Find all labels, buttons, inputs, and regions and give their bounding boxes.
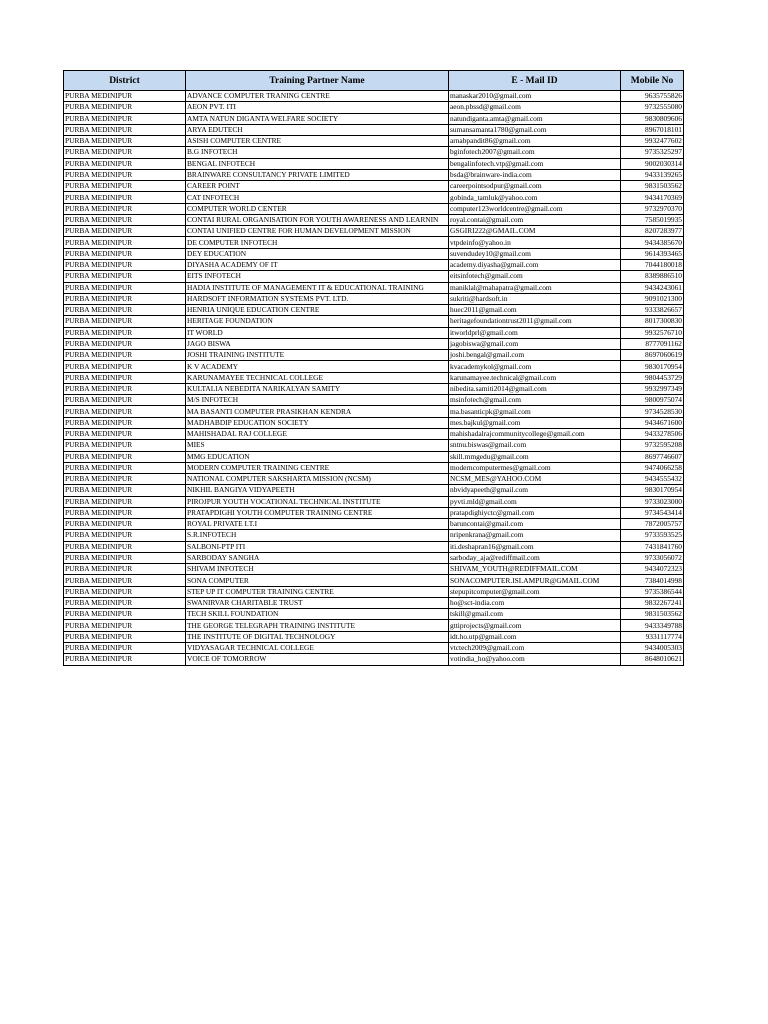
district-cell: PURBA MEDINIPUR [64, 237, 186, 248]
mobile-cell: 8697060619 [621, 350, 684, 361]
mobile-cell: 9830809606 [621, 113, 684, 124]
district-cell: PURBA MEDINIPUR [64, 631, 186, 642]
district-cell: PURBA MEDINIPUR [64, 428, 186, 439]
email-cell: idt.ho.utp@gmail.com [449, 631, 621, 642]
mobile-cell: 9830170954 [621, 361, 684, 372]
table-row [64, 259, 684, 270]
email-cell: NCSM_MES@YAHOO.COM [449, 474, 621, 485]
training-partner-cell: COMPUTER WORLD CENTER [186, 203, 449, 214]
table-row [64, 372, 684, 383]
mobile-cell: 7431841760 [621, 541, 684, 552]
table-row [64, 158, 684, 169]
mobile-cell: 7384014998 [621, 575, 684, 586]
district-cell: PURBA MEDINIPUR [64, 203, 186, 214]
mobile-cell: 9433278506 [621, 428, 684, 439]
table-row [64, 620, 684, 631]
mobile-cell: 9733593525 [621, 530, 684, 541]
training-partner-cell: MA BASANTI COMPUTER PRASIKHAN KENDRA [186, 406, 449, 417]
district-cell: PURBA MEDINIPUR [64, 586, 186, 597]
email-cell: nibedita.samiti2014@gmail.com [449, 383, 621, 394]
training-partner-cell: AMTA NATUN DIGANTA WELFARE SOCIETY [186, 113, 449, 124]
training-partner-cell: AEON PVT. ITI [186, 102, 449, 113]
district-cell: PURBA MEDINIPUR [64, 530, 186, 541]
training-partner-cell: JAGO BISWA [186, 338, 449, 349]
training-partner-cell: CONTAI RURAL ORGANISATION FOR YOUTH AWARENESS AND LEARNIN [186, 214, 449, 225]
table-row [64, 338, 684, 349]
email-cell: nbvidyapeeth@gmail.com [449, 485, 621, 496]
district-cell: PURBA MEDINIPUR [64, 654, 186, 665]
table-row [64, 350, 684, 361]
district-cell: PURBA MEDINIPUR [64, 643, 186, 654]
training-partner-cell: THE GEORGE TELEGRAPH TRAINING INSTITUTE [186, 620, 449, 631]
email-cell: royal.contai@gmail.com [449, 214, 621, 225]
table-row [64, 654, 684, 665]
district-cell: PURBA MEDINIPUR [64, 282, 186, 293]
training-partner-cell: EITS INFOTECH [186, 271, 449, 282]
table-row [64, 271, 684, 282]
district-cell: PURBA MEDINIPUR [64, 181, 186, 192]
training-partner-cell: CAREER POINT [186, 181, 449, 192]
mobile-cell: 8697746607 [621, 451, 684, 462]
training-partner-cell: DEY EDUCATION [186, 248, 449, 259]
training-partner-cell: SHIVAM INFOTECH [186, 564, 449, 575]
email-cell: maniklal@mahapatra@gmail.com [449, 282, 621, 293]
district-cell: PURBA MEDINIPUR [64, 519, 186, 530]
table-row [64, 214, 684, 225]
district-cell: PURBA MEDINIPUR [64, 406, 186, 417]
training-partner-cell: ADVANCE COMPUTER TRANING CENTRE [186, 91, 449, 102]
district-cell: PURBA MEDINIPUR [64, 507, 186, 518]
mobile-cell: 9932576710 [621, 327, 684, 338]
email-cell: bsda@brainware-india.com [449, 169, 621, 180]
table-row [64, 552, 684, 563]
district-cell: PURBA MEDINIPUR [64, 158, 186, 169]
district-cell: PURBA MEDINIPUR [64, 248, 186, 259]
district-cell: PURBA MEDINIPUR [64, 271, 186, 282]
training-partner-cell: JOSHI TRAINING INSTITUTE [186, 350, 449, 361]
district-cell: PURBA MEDINIPUR [64, 192, 186, 203]
mobile-cell: 8777091162 [621, 338, 684, 349]
district-cell: PURBA MEDINIPUR [64, 451, 186, 462]
email-cell: itworldprl@gmail.com [449, 327, 621, 338]
email-cell: manaskar2010@gmail.com [449, 91, 621, 102]
email-cell: kvacademykol@gmail.com [449, 361, 621, 372]
training-partner-cell: HERITAGE FOUNDATION [186, 316, 449, 327]
header-row [64, 71, 684, 91]
email-cell: academy.diyasha@gmail.com [449, 259, 621, 270]
mobile-cell: 9614393465 [621, 248, 684, 259]
mobile-cell: 8648010621 [621, 654, 684, 665]
training-partner-cell: ARYA EDUTECH [186, 124, 449, 135]
district-cell: PURBA MEDINIPUR [64, 597, 186, 608]
email-cell: aeon.pbssd@gmail.com [449, 102, 621, 113]
email-cell: votindia_ho@yahoo.com [449, 654, 621, 665]
training-partner-cell: IT WORLD [186, 327, 449, 338]
training-partner-cell: VIDYASAGAR TECHNICAL COLLEGE [186, 643, 449, 654]
training-partner-cell: SWANIRVAR CHARITABLE TRUST [186, 597, 449, 608]
table-row [64, 237, 684, 248]
district-cell: PURBA MEDINIPUR [64, 147, 186, 158]
table-row [64, 474, 684, 485]
email-cell: skill.mmgedu@gmail.com [449, 451, 621, 462]
mobile-cell: 7872005757 [621, 519, 684, 530]
email-cell: GSGIRI222@GMAIL.COM [449, 226, 621, 237]
mobile-cell: 9732595208 [621, 440, 684, 451]
email-cell: moderncomputermes@gmail.com [449, 462, 621, 473]
mobile-cell: 9635755826 [621, 91, 684, 102]
training-partner-cell: THE INSTITUTE OF DIGITAL TECHNOLOGY [186, 631, 449, 642]
email-cell: huec2011@gmail.com [449, 305, 621, 316]
email-cell: heritagefoundationtrust2011@gmail.com [449, 316, 621, 327]
email-cell: gttiprojects@gmail.com [449, 620, 621, 631]
training-partner-cell: ROYAL PRIVATE I.T.I [186, 519, 449, 530]
training-partner-table [63, 70, 684, 666]
training-partner-cell: M/S INFOTECH [186, 395, 449, 406]
training-partner-cell: BENGAL INFOTECH [186, 158, 449, 169]
table-row [64, 564, 684, 575]
table-row [64, 361, 684, 372]
training-partner-cell: DIYASHA ACADEMY OF IT [186, 259, 449, 270]
email-cell: sumansamanta1780@gmail.com [449, 124, 621, 135]
mobile-cell: 9434555432 [621, 474, 684, 485]
table-row [64, 136, 684, 147]
mobile-cell: 9434170369 [621, 192, 684, 203]
training-partner-cell: MIES [186, 440, 449, 451]
table-row [64, 282, 684, 293]
table-row [64, 192, 684, 203]
training-partner-cell: VOICE OF TOMORROW [186, 654, 449, 665]
mobile-cell: 9434072323 [621, 564, 684, 575]
training-partner-cell: NIKHIL BANGIYA VIDYAPEETH [186, 485, 449, 496]
header-training-partner-name: Training Partner Name [186, 71, 449, 91]
mobile-cell: 9804453729 [621, 372, 684, 383]
district-cell: PURBA MEDINIPUR [64, 564, 186, 575]
training-partner-cell: HARDSOFT INFORMATION SYSTEMS PVT. LTD. [186, 293, 449, 304]
training-partner-cell: BRAINWARE CONSULTANCY PRIVATE LIMITED [186, 169, 449, 180]
training-partner-cell: SONA COMPUTER [186, 575, 449, 586]
district-cell: PURBA MEDINIPUR [64, 102, 186, 113]
email-cell: vtpdeinfo@yahoo.in [449, 237, 621, 248]
table-row [64, 462, 684, 473]
mobile-cell: 8389886510 [621, 271, 684, 282]
email-cell: arnabpandit86@gmail.com [449, 136, 621, 147]
table-row [64, 91, 684, 102]
email-cell: ma.basanticpk@gmail.com [449, 406, 621, 417]
table-row [64, 147, 684, 158]
district-cell: PURBA MEDINIPUR [64, 620, 186, 631]
email-cell: nripenkrana@gmail.com [449, 530, 621, 541]
table-row [64, 440, 684, 451]
email-cell: bginfotech2007@gmail.com [449, 147, 621, 158]
email-cell: bengalinfotech.vtp@gmail.com [449, 158, 621, 169]
training-partner-cell: MAHISHADAL RAJ COLLEGE [186, 428, 449, 439]
table-row [64, 519, 684, 530]
table-row [64, 327, 684, 338]
table-row [64, 417, 684, 428]
district-cell: PURBA MEDINIPUR [64, 552, 186, 563]
mobile-cell: 8967018101 [621, 124, 684, 135]
district-cell: PURBA MEDINIPUR [64, 383, 186, 394]
header-email-id: E - Mail ID [449, 71, 621, 91]
email-cell: SONACOMPUTER.ISLAMPUR@GMAIL.COM [449, 575, 621, 586]
district-cell: PURBA MEDINIPUR [64, 91, 186, 102]
email-cell: sukriti@hardsoft.in [449, 293, 621, 304]
email-cell: stepupitcomputer@gmail.com [449, 586, 621, 597]
training-partner-cell: KARUNAMAYEE TECHNICAL COLLEGE [186, 372, 449, 383]
email-cell: vtctech2009@gmail.com [449, 643, 621, 654]
district-cell: PURBA MEDINIPUR [64, 485, 186, 496]
email-cell: tskill@gmail.com [449, 609, 621, 620]
table-row [64, 248, 684, 259]
email-cell: gobinda_tamluk@yahoo.com [449, 192, 621, 203]
table-row [64, 530, 684, 541]
training-partner-cell: MMG EDUCATION [186, 451, 449, 462]
district-cell: PURBA MEDINIPUR [64, 136, 186, 147]
district-cell: PURBA MEDINIPUR [64, 350, 186, 361]
training-partner-cell: TECH SKILL FOUNDATION [186, 609, 449, 620]
mobile-cell: 9433349788 [621, 620, 684, 631]
email-cell: iti.deshapran16@gmail.com [449, 541, 621, 552]
mobile-cell: 9434243061 [621, 282, 684, 293]
mobile-cell: 9733056072 [621, 552, 684, 563]
mobile-cell: 9331117774 [621, 631, 684, 642]
email-cell: karunamayee.technical@gmail.com [449, 372, 621, 383]
training-partner-cell: CONTAI UNIFIED CENTRE FOR HUMAN DEVELOPMENT MISSION [186, 226, 449, 237]
email-cell: joshi.bengal@gmail.com [449, 350, 621, 361]
mobile-cell: 8207283977 [621, 226, 684, 237]
training-partner-cell: ASISH COMPUTER CENTRE [186, 136, 449, 147]
training-partner-cell: MODERN COMPUTER TRAINING CENTRE [186, 462, 449, 473]
table-row [64, 609, 684, 620]
table-row [64, 451, 684, 462]
mobile-cell: 9433139265 [621, 169, 684, 180]
training-partner-cell: CAT INFOTECH [186, 192, 449, 203]
mobile-cell: 9732555080 [621, 102, 684, 113]
email-cell: eitsinfotech@gmail.com [449, 271, 621, 282]
table-row [64, 541, 684, 552]
training-partner-cell: KULTALIA NEBEDITA NARIKALYAN SAMITY [186, 383, 449, 394]
table-row [64, 575, 684, 586]
training-partner-cell: HADIA INSTITUTE OF MANAGEMENT IT & EDUCATIONAL TRAINING [186, 282, 449, 293]
training-partner-cell: SALBONI-PTP ITI [186, 541, 449, 552]
district-cell: PURBA MEDINIPUR [64, 541, 186, 552]
table-row [64, 507, 684, 518]
training-partner-cell: HENRIA UNIQUE EDUCATION CENTRE [186, 305, 449, 316]
mobile-cell: 9830170954 [621, 485, 684, 496]
email-cell: computer123worldcentre@gmail.com [449, 203, 621, 214]
email-cell: mahishadalrajcommunitycollege@gmail.com [449, 428, 621, 439]
mobile-cell: 9734543414 [621, 507, 684, 518]
district-cell: PURBA MEDINIPUR [64, 305, 186, 316]
district-cell: PURBA MEDINIPUR [64, 124, 186, 135]
training-partner-cell: DE COMPUTER INFOTECH [186, 237, 449, 248]
mobile-cell: 9732970370 [621, 203, 684, 214]
mobile-cell: 9735325297 [621, 147, 684, 158]
district-cell: PURBA MEDINIPUR [64, 169, 186, 180]
email-cell: jagobiswa@gmail.com [449, 338, 621, 349]
email-cell: sntnu.biswas@gmail.com [449, 440, 621, 451]
mobile-cell: 7044180018 [621, 259, 684, 270]
table-row [64, 203, 684, 214]
email-cell: ho@sct-india.com [449, 597, 621, 608]
mobile-cell: 8017300830 [621, 316, 684, 327]
table-row [64, 383, 684, 394]
email-cell: suvendudey10@gmail.com [449, 248, 621, 259]
district-cell: PURBA MEDINIPUR [64, 327, 186, 338]
mobile-cell: 9434005303 [621, 643, 684, 654]
training-partner-cell: PRATAPDIGHI YOUTH COMPUTER TRAINING CENTRE [186, 507, 449, 518]
mobile-cell: 9831503562 [621, 181, 684, 192]
email-cell: natundiganta.amta@gmail.com [449, 113, 621, 124]
training-partner-cell: S.R.INFOTECH [186, 530, 449, 541]
district-cell: PURBA MEDINIPUR [64, 440, 186, 451]
table-row [64, 643, 684, 654]
district-cell: PURBA MEDINIPUR [64, 462, 186, 473]
mobile-cell: 9735386544 [621, 586, 684, 597]
table-row [64, 124, 684, 135]
mobile-cell: 9831503562 [621, 609, 684, 620]
training-partner-cell: PIROJPUR YOUTH VOCATIONAL TECHNICAL INSTITUTE [186, 496, 449, 507]
email-cell: sarboday_aja@rediffmail.com [449, 552, 621, 563]
table-row [64, 496, 684, 507]
email-cell: baruncontai@gmail.com [449, 519, 621, 530]
email-cell: pratapdighiyctc@gmail.com [449, 507, 621, 518]
table-row [64, 631, 684, 642]
mobile-cell: 9932477602 [621, 136, 684, 147]
district-cell: PURBA MEDINIPUR [64, 496, 186, 507]
district-cell: PURBA MEDINIPUR [64, 417, 186, 428]
table-row [64, 597, 684, 608]
district-cell: PURBA MEDINIPUR [64, 113, 186, 124]
table-row [64, 406, 684, 417]
table-row [64, 428, 684, 439]
district-cell: PURBA MEDINIPUR [64, 316, 186, 327]
mobile-cell: 9434385670 [621, 237, 684, 248]
mobile-cell: 9474066258 [621, 462, 684, 473]
mobile-cell: 9002030314 [621, 158, 684, 169]
district-cell: PURBA MEDINIPUR [64, 293, 186, 304]
mobile-cell: 9333826657 [621, 305, 684, 316]
email-cell: pyvti.mld@gmail.com [449, 496, 621, 507]
mobile-cell: 9734528530 [621, 406, 684, 417]
table-row [64, 226, 684, 237]
district-cell: PURBA MEDINIPUR [64, 361, 186, 372]
training-partner-cell: SARBODAY SANGHA [186, 552, 449, 563]
email-cell: mes.bajkul@gmail.com [449, 417, 621, 428]
district-cell: PURBA MEDINIPUR [64, 395, 186, 406]
mobile-cell: 9091021300 [621, 293, 684, 304]
mobile-cell: 7585019935 [621, 214, 684, 225]
email-cell: SHIVAM_YOUTH@REDIFFMAIL.COM [449, 564, 621, 575]
training-partner-cell: K V ACADEMY [186, 361, 449, 372]
email-cell: careerpointsodpur@gmail.com [449, 181, 621, 192]
district-cell: PURBA MEDINIPUR [64, 214, 186, 225]
district-cell: PURBA MEDINIPUR [64, 575, 186, 586]
header-district: District [64, 71, 186, 91]
district-cell: PURBA MEDINIPUR [64, 372, 186, 383]
table-row [64, 395, 684, 406]
training-partner-cell: STEP UP IT COMPUTER TRAINING CENTRE [186, 586, 449, 597]
district-cell: PURBA MEDINIPUR [64, 609, 186, 620]
training-partner-cell: B.G INFOTECH [186, 147, 449, 158]
table-row [64, 169, 684, 180]
district-cell: PURBA MEDINIPUR [64, 226, 186, 237]
district-cell: PURBA MEDINIPUR [64, 474, 186, 485]
table-row [64, 181, 684, 192]
training-partner-cell: NATIONAL COMPUTER SAKSHARTA MISSION (NCSM) [186, 474, 449, 485]
table-row [64, 586, 684, 597]
header-mobile-no: Mobile No [621, 71, 684, 91]
district-cell: PURBA MEDINIPUR [64, 338, 186, 349]
mobile-cell: 9800975074 [621, 395, 684, 406]
district-cell: PURBA MEDINIPUR [64, 259, 186, 270]
table-row [64, 102, 684, 113]
training-partner-cell: MADHABDIP EDUCATION SOCIETY [186, 417, 449, 428]
mobile-cell: 9434671600 [621, 417, 684, 428]
mobile-cell: 9733023000 [621, 496, 684, 507]
table-row [64, 293, 684, 304]
table-row [64, 485, 684, 496]
table-row [64, 305, 684, 316]
mobile-cell: 9832267241 [621, 597, 684, 608]
table-row [64, 316, 684, 327]
mobile-cell: 9932997349 [621, 383, 684, 394]
email-cell: msinfotech@gmail.com [449, 395, 621, 406]
table-row [64, 113, 684, 124]
